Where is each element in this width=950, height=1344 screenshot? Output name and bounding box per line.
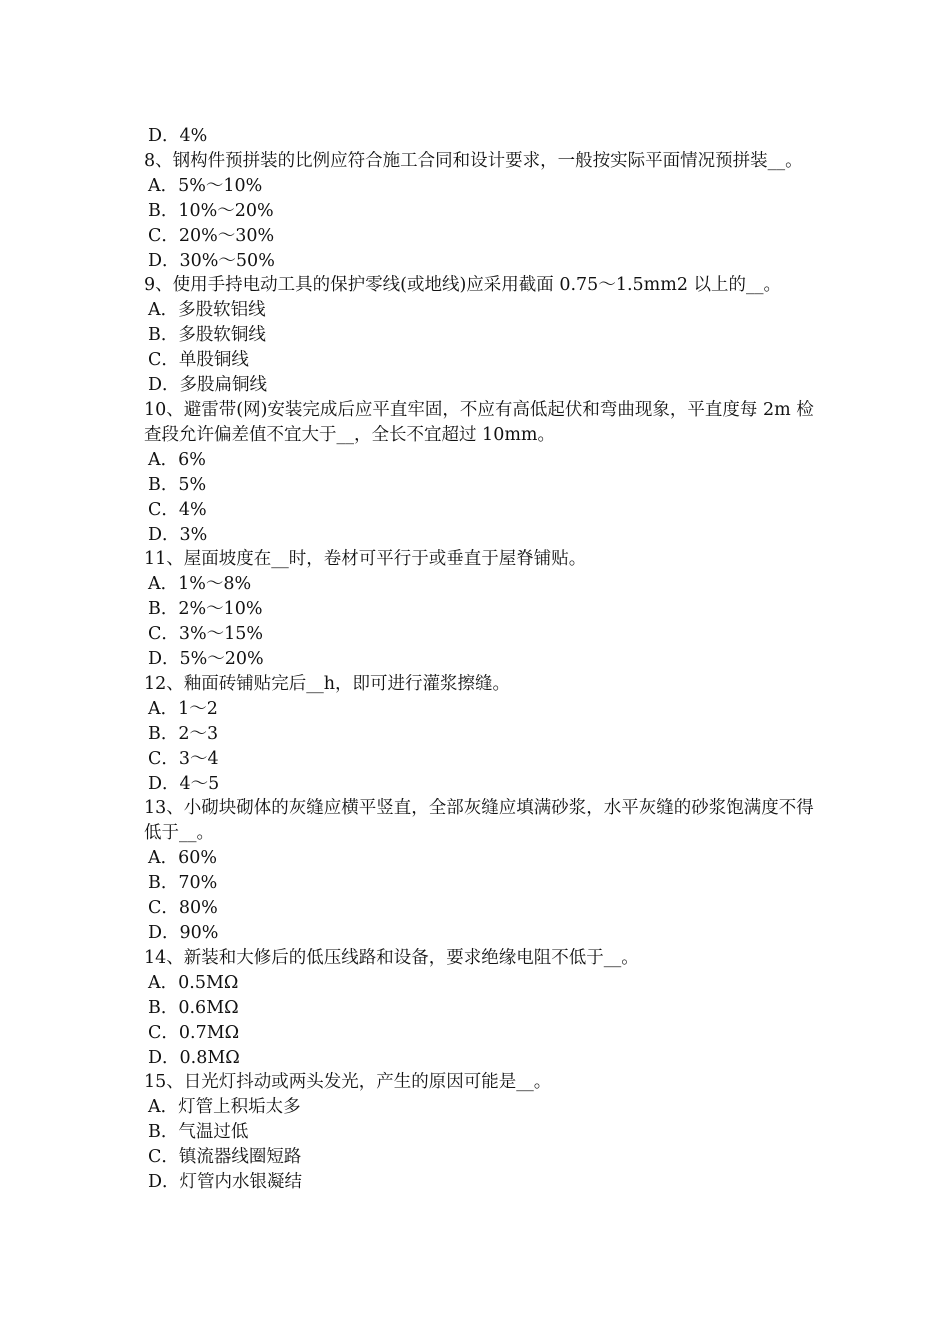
option-c: C．单股铜线	[148, 350, 249, 371]
option-c: C．4%	[148, 499, 207, 520]
option-b: B．多股软铜线	[148, 325, 266, 346]
option-a: A．6%	[148, 449, 206, 470]
option-d: D．3%	[148, 524, 208, 545]
option-d: D．0.8MΩ	[148, 1047, 240, 1068]
option-d: D．90%	[148, 923, 219, 943]
question-stem-12: 12、釉面砖铺贴完后__h，即可进行灌浆擦缝。	[144, 673, 511, 694]
option-c: C．0.7MΩ	[148, 1022, 240, 1043]
option-d: D．5%～20%	[148, 649, 264, 670]
option-a: A．0.5MΩ	[148, 972, 239, 993]
question-stem-8: 8、钢构件预拼装的比例应符合施工合同和设计要求，一般按实际平面情况预拼装__。	[144, 150, 803, 171]
question-stem-10: 10、避雷带(网)安装完成后应平直牢固，不应有高低起伏和弯曲现象，平直度每 2m 检查段允许偏差值不宜大于__，全长不宜超过 10mm。	[144, 399, 814, 445]
option-b: B．气温过低	[148, 1122, 249, 1143]
question-stem-11: 11、屋面坡度在__时，卷材可平行于或垂直于屋脊铺贴。	[144, 549, 587, 570]
option-c: C．20%～30%	[148, 225, 275, 246]
option-d: D．4%	[148, 126, 208, 146]
option-b: B．2～3	[148, 723, 219, 744]
option-d: D．30%～50%	[148, 250, 275, 271]
option-a: A．多股软铝线	[148, 300, 266, 321]
option-a: A．1～2	[148, 698, 218, 719]
question-stem-15: 15、日光灯抖动或两头发光，产生的原因可能是__。	[144, 1072, 552, 1093]
option-d: D．灯管内水银凝结	[148, 1172, 303, 1193]
option-a: A．1%～8%	[148, 574, 252, 595]
option-c: C．80%	[148, 898, 218, 919]
option-a: A．灯管上积垢太多	[148, 1097, 301, 1118]
question-stem-13: 13、小砌块砌体的灰缝应横平竖直，全部灰缝应填满砂浆，水平灰缝的砂浆饱满度不得低于__。	[144, 798, 814, 844]
question-stem-14: 14、新装和大修后的低压线路和设备，要求绝缘电阻不低于__。	[144, 947, 639, 968]
option-a: A．5%～10%	[148, 175, 263, 196]
option-b: B．70%	[148, 873, 218, 894]
option-c: C．3%～15%	[148, 624, 264, 645]
option-b: B．10%～20%	[148, 200, 274, 221]
option-c: C．3～4	[148, 748, 219, 769]
option-d: D．多股扁铜线	[148, 375, 268, 396]
question-stem-9: 9、使用手持电动工具的保护零线(或地线)应采用截面 0.75～1.5mm2 以上的__。	[144, 275, 782, 296]
option-d: D．4～5	[148, 773, 220, 794]
option-b: B．5%	[148, 474, 207, 495]
question-list	[144, 124, 814, 1195]
option-c: C．镇流器线圈短路	[148, 1147, 302, 1168]
option-a: A．60%	[148, 848, 218, 869]
option-b: B．0.6MΩ	[148, 997, 239, 1018]
option-b: B．2%～10%	[148, 599, 263, 620]
